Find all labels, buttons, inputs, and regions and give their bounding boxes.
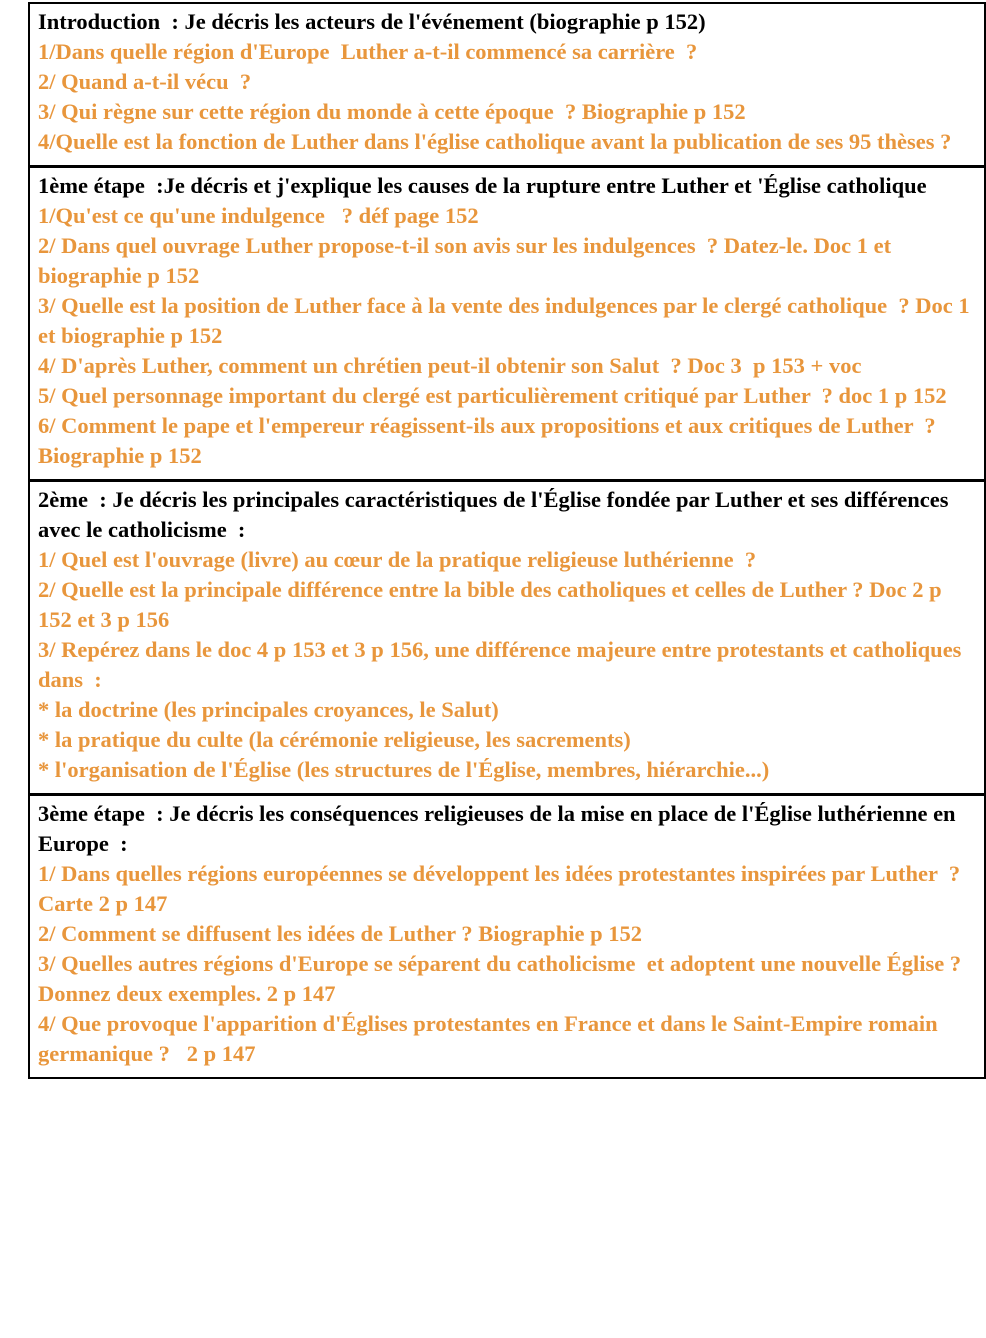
question-line: 1/Qu'est ce qu'une indulgence ? déf page 152 — [38, 203, 479, 228]
question-line: 3/ Quelle est la position de Luther face à la vente des indulgences par le clergé catholique ? Doc 1 et biographie p 152 — [38, 293, 976, 348]
question-line: 2/ Quelle est la principale différence entre la bible des catholiques et celles de Luther ? Doc 2 p 152 et 3 p 156 — [38, 577, 948, 632]
section-heading: 2ème : Je décris les principales caractéristiques de l'Église fondée par Luther et ses différences avec le catholicisme : — [38, 487, 955, 542]
question-line: 1/ Dans quelles régions européennes se développent les idées protestantes inspirées par Luther ? Carte 2 p 147 — [38, 861, 966, 916]
section-etape-3 — [30, 793, 984, 1077]
section-etape-2 — [30, 479, 984, 793]
worksheet-table — [28, 2, 986, 1079]
section-heading: 3ème étape : Je décris les conséquences religieuses de la mise en place de l'Église luthérienne en Europe : — [38, 801, 962, 856]
question-line: 3/ Repérez dans le doc 4 p 153 et 3 p 156, une différence majeure entre protestants et catholiques dans : — [38, 637, 968, 692]
question-line: 4/Quelle est la fonction de Luther dans l'église catholique avant la publication de ses 95 thèses ? — [38, 129, 952, 154]
section-heading: 1ème étape :Je décris et j'explique les causes de la rupture entre Luther et 'Église catholique — [38, 173, 927, 198]
question-line: 3/ Qui règne sur cette région du monde à cette époque ? Biographie p 152 — [38, 99, 746, 124]
section-etape-1 — [30, 165, 984, 479]
question-line: 1/Dans quelle région d'Europe Luther a-t-il commencé sa carrière ? — [38, 39, 698, 64]
question-line: 1/ Quel est l'ouvrage (livre) au cœur de la pratique religieuse luthérienne ? — [38, 547, 757, 572]
question-line: 2/ Comment se diffusent les idées de Luther ? Biographie p 152 — [38, 921, 642, 946]
section-introduction — [30, 4, 984, 165]
question-line: 2/ Dans quel ouvrage Luther propose-t-il son avis sur les indulgences ? Datez-le. Doc 1 et biographie p 152 — [38, 233, 897, 288]
bullet-line: * l'organisation de l'Église (les structures de l'Église, membres, hiérarchie...) — [38, 757, 770, 782]
question-line: 5/ Quel personnage important du clergé est particulièrement critiqué par Luther ? doc 1 p 152 — [38, 383, 947, 408]
question-line: 4/ D'après Luther, comment un chrétien peut-il obtenir son Salut ? Doc 3 p 153 + voc — [38, 353, 862, 378]
question-line: 6/ Comment le pape et l'empereur réagissent-ils aux propositions et aux critiques de Luther ? Biographie p 152 — [38, 413, 942, 468]
question-line: 3/ Quelles autres régions d'Europe se séparent du catholicisme et adoptent une nouvelle Église ? Donnez deux exemples. 2 p 147 — [38, 951, 967, 1006]
question-line: 2/ Quand a-t-il vécu ? — [38, 69, 252, 94]
section-heading: Introduction : Je décris les acteurs de l'événement (biographie p 152) — [38, 9, 706, 34]
bullet-line: * la pratique du culte (la cérémonie religieuse, les sacrements) — [38, 727, 631, 752]
question-line: 4/ Que provoque l'apparition d'Églises protestantes en France et dans le Saint-Empire romain germanique ? 2 p 147 — [38, 1011, 944, 1066]
bullet-line: * la doctrine (les principales croyances, le Salut) — [38, 697, 499, 722]
